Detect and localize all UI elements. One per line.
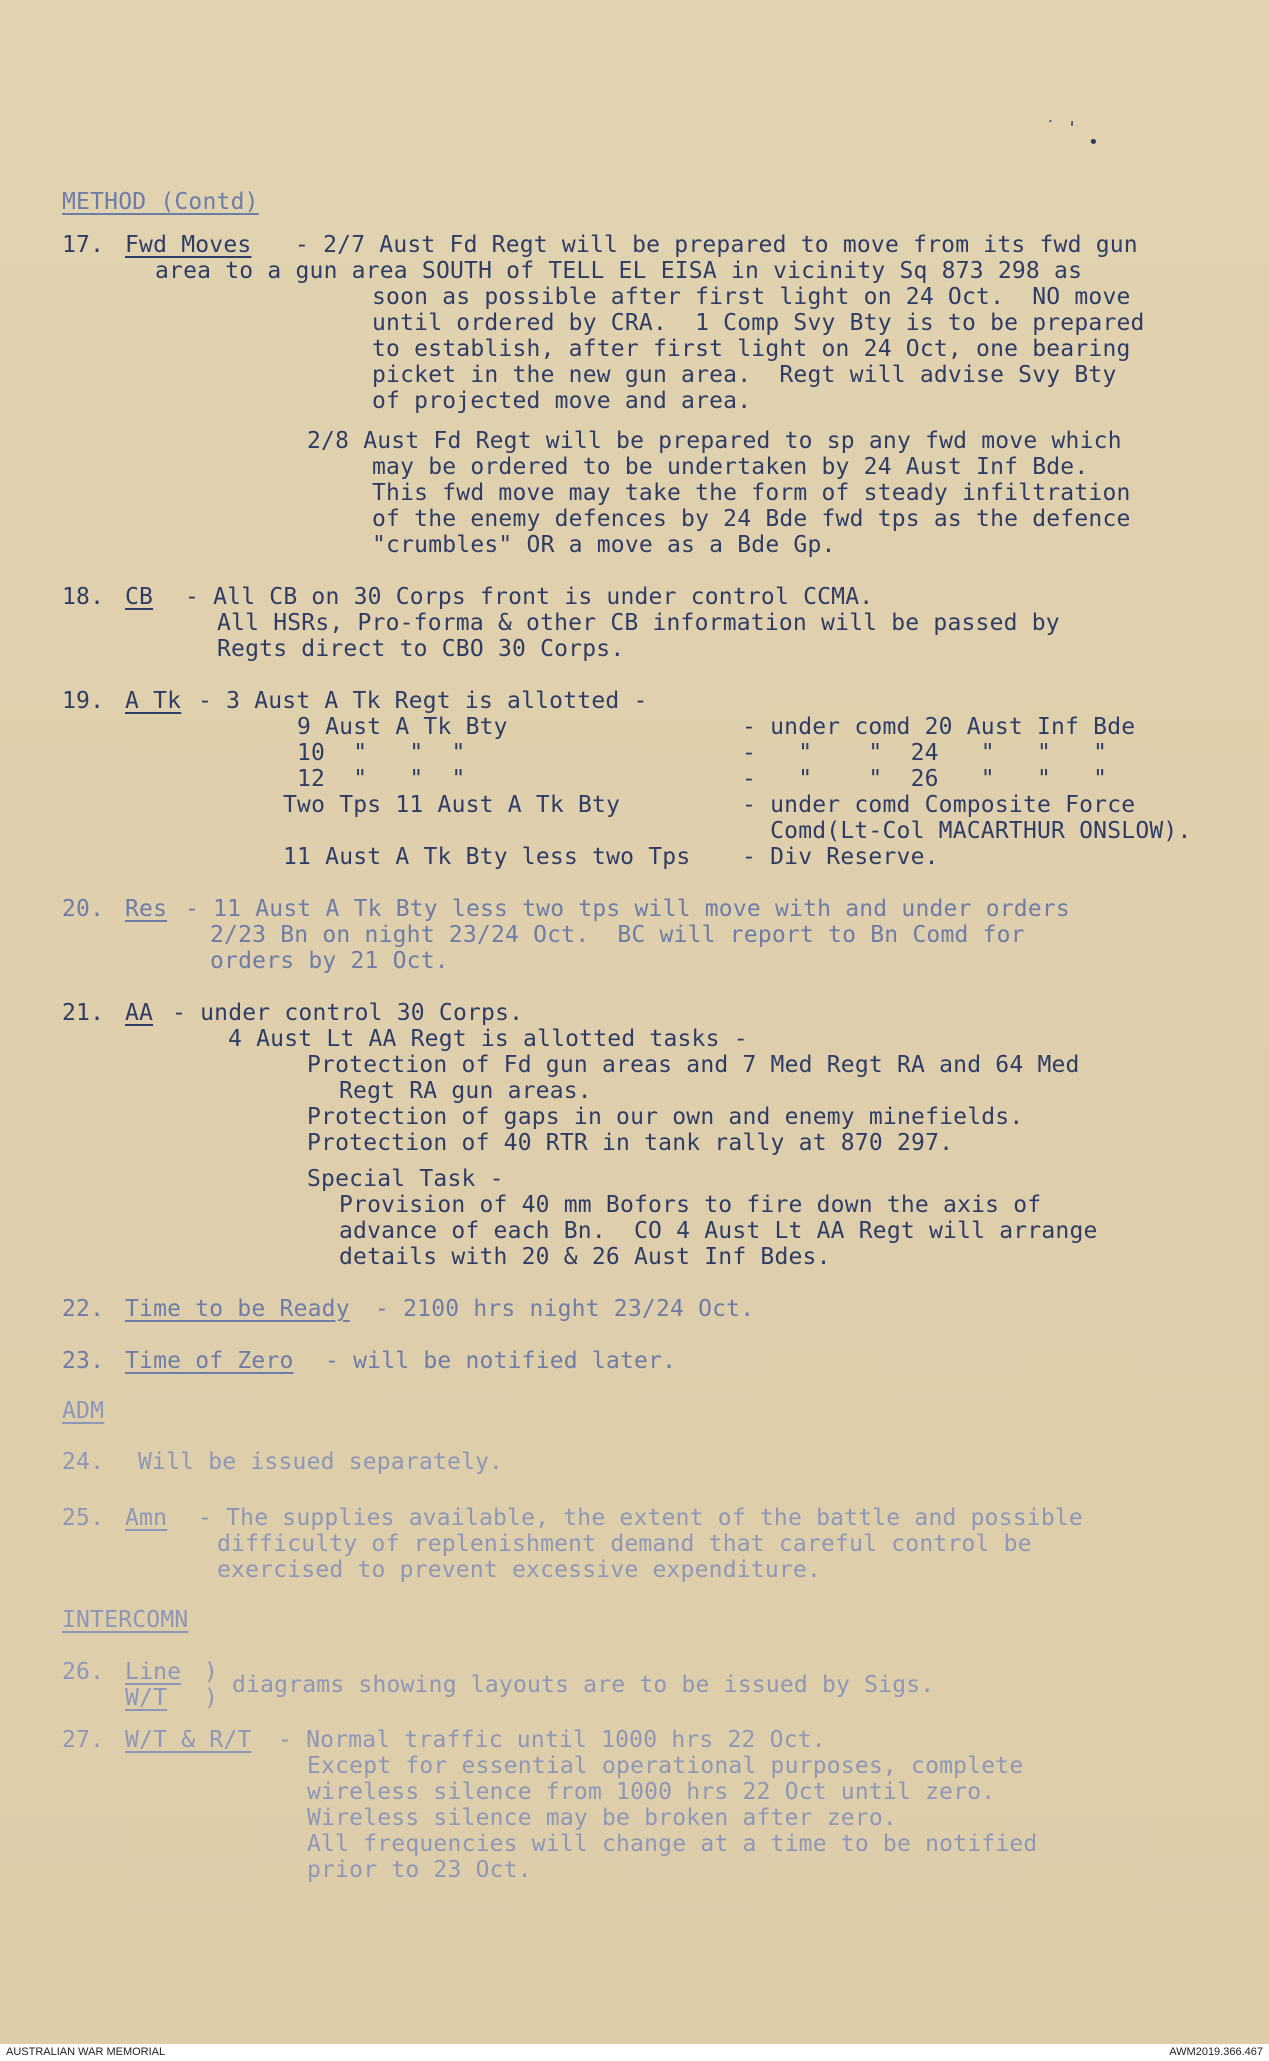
para-line: This fwd move may take the form of steady infiltration (372, 480, 1131, 506)
archive-name: AUSTRALIAN WAR MEMORIAL (6, 2046, 166, 2058)
para-number: 18. (62, 584, 105, 610)
para-line: may be ordered to be undertaken by 24 Aust Inf Bde. (372, 454, 1089, 480)
para-line: 4 Aust Lt AA Regt is allotted tasks - (228, 1026, 748, 1052)
allotment-unit: 9 Aust A Tk Bty (297, 714, 508, 740)
pen-mark: • (1088, 132, 1099, 153)
para-number: 20. (62, 896, 105, 922)
para-line: soon as possible after first light on 24 Oct. NO move (372, 284, 1131, 310)
para-line: Regts direct to CBO 30 Corps. (217, 636, 625, 662)
para-line: - Normal traffic until 1000 hrs 22 Oct. (278, 1727, 826, 1753)
allotment-unit: 11 Aust A Tk Bty less two Tps (283, 844, 691, 870)
para-line: - All CB on 30 Corps front is under control CCMA. (185, 584, 874, 610)
para-line: "crumbles" OR a move as a Bde Gp. (372, 532, 836, 558)
para-line: Will be issued separately. (138, 1449, 504, 1475)
allotment-unit: Two Tps 11 Aust A Tk Bty (283, 792, 621, 818)
para-line: - The supplies available, the extent of the battle and possible (198, 1505, 1083, 1531)
allotment-task: - Div Reserve. (742, 844, 939, 870)
para-line: advance of each Bn. CO 4 Aust Lt AA Regt will arrange (339, 1218, 1098, 1244)
para-line: 2/8 Aust Fd Regt will be prepared to sp any fwd move which (307, 428, 1122, 454)
allotment-task: - " " 26 " " " (742, 766, 1108, 792)
para-line: wireless silence from 1000 hrs 22 Oct until zero. (307, 1779, 996, 1805)
section-heading-adm: ADM (62, 1398, 105, 1424)
para-title: CB (125, 584, 154, 610)
section-heading-intercomn: INTERCOMN (62, 1607, 189, 1633)
archive-reference: AWM2019.366.467 (1169, 2046, 1263, 2058)
para-line: difficulty of replenishment demand that careful control be (217, 1531, 1032, 1557)
para-line: 2/23 Bn on night 23/24 Oct. BC will report to Bn Comd for (210, 922, 1025, 948)
para-line: orders by 21 Oct. (210, 948, 449, 974)
section-heading-method: METHOD (Contd) (62, 189, 259, 215)
bracket-mark: ) (204, 1659, 219, 1685)
para-line: Protection of Fd gun areas and 7 Med Regt RA and 64 Med (307, 1052, 1080, 1078)
allotment-task: Comd(Lt-Col MACARTHUR ONSLOW). (742, 818, 1192, 844)
para-line: details with 20 & 26 Aust Inf Bdes. (339, 1244, 831, 1270)
bracket-mark: ) (204, 1685, 219, 1711)
para-title: A Tk (125, 688, 182, 714)
para-line: - will be notified later. (325, 1348, 677, 1374)
para-number: 22. (62, 1296, 105, 1322)
para-line: All HSRs, Pro-forma & other CB information will be passed by (217, 610, 1060, 636)
para-line: Regt RA gun areas. (339, 1078, 592, 1104)
allotment-task: - " " 24 " " " (742, 740, 1108, 766)
para-line: - 3 Aust A Tk Regt is allotted - (198, 688, 648, 714)
para-line: picket in the new gun area. Regt will advise Svy Bty (372, 362, 1117, 388)
para-line: Wireless silence may be broken after zero. (307, 1805, 897, 1831)
pen-mark: ˙ ' (1045, 118, 1078, 139)
para-line: - under control 30 Corps. (172, 1000, 524, 1026)
para-number: 24. (62, 1449, 105, 1475)
para-line: of projected move and area. (372, 388, 752, 414)
para-line: exercised to prevent excessive expenditure. (217, 1557, 822, 1583)
para-number: 26. (62, 1659, 105, 1685)
para-line: All frequencies will change at a time to be notified (307, 1831, 1038, 1857)
allotment-unit: 10 " " " (297, 740, 466, 766)
para-line: - 2100 hrs night 23/24 Oct. (375, 1296, 755, 1322)
para-number: 25. (62, 1505, 105, 1531)
para-line: diagrams showing layouts are to be issued by Sigs. (232, 1672, 935, 1698)
allotment-unit: 12 " " " (297, 766, 466, 792)
para-line: until ordered by CRA. 1 Comp Svy Bty is to be prepared (372, 310, 1145, 336)
para-line: - 2/7 Aust Fd Regt will be prepared to move from its fwd gun (295, 232, 1138, 258)
para-number: 27. (62, 1727, 105, 1753)
allotment-task: - under comd Composite Force (742, 792, 1136, 818)
para-title: Line (125, 1659, 182, 1685)
para-title: AA (125, 1000, 154, 1026)
para-title: W/T (125, 1685, 168, 1711)
para-title: W/T & R/T (125, 1727, 252, 1753)
para-number: 23. (62, 1348, 105, 1374)
para-line: Protection of gaps in our own and enemy minefields. (307, 1104, 1024, 1130)
archive-footer (0, 2044, 1269, 2061)
para-number: 19. (62, 688, 105, 714)
para-line: Except for essential operational purposes, complete (307, 1753, 1024, 1779)
para-line: of the enemy defences by 24 Bde fwd tps as the defence (372, 506, 1131, 532)
allotment-task: - under comd 20 Aust Inf Bde (742, 714, 1136, 740)
para-title: Res (125, 896, 168, 922)
para-number: 21. (62, 1000, 105, 1026)
para-line: Provision of 40 mm Bofors to fire down the axis of (339, 1192, 1042, 1218)
para-line: - 11 Aust A Tk Bty less two tps will move with and under orders (185, 896, 1070, 922)
para-number: 17. (62, 232, 105, 258)
para-title: Fwd Moves (125, 232, 252, 258)
para-line: prior to 23 Oct. (307, 1857, 532, 1883)
para-title: Amn (125, 1505, 168, 1531)
para-line: to establish, after first light on 24 Oct, one bearing (372, 336, 1131, 362)
para-title: Time of Zero (125, 1348, 294, 1374)
para-title: Time to be Ready (125, 1296, 350, 1322)
para-line: Protection of 40 RTR in tank rally at 870 297. (307, 1130, 954, 1156)
para-line: Special Task - (307, 1166, 504, 1192)
para-line: area to a gun area SOUTH of TELL EL EISA in vicinity Sq 873 298 as (155, 258, 1083, 284)
